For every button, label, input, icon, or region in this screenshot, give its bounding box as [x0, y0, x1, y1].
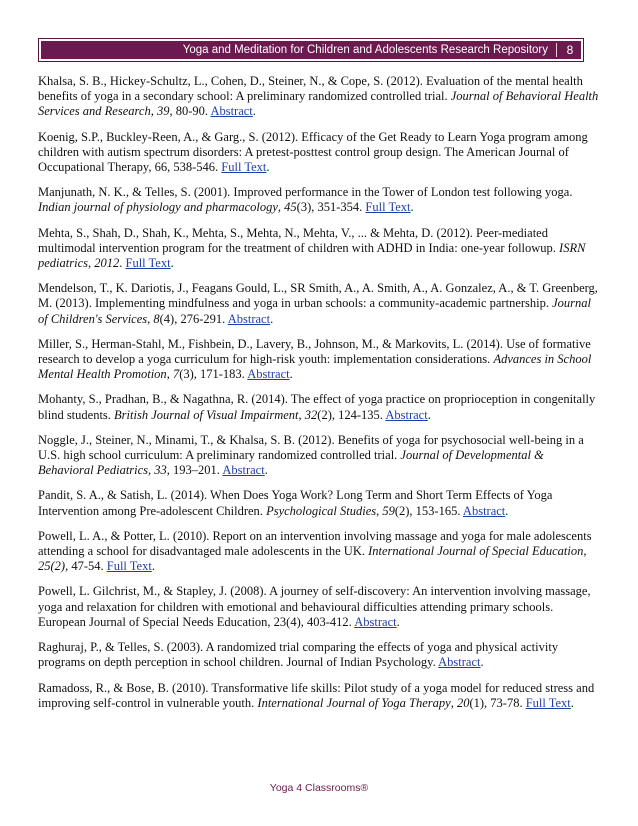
reference-italic-text: Indian journal of physiology and pharmacology	[38, 200, 278, 215]
reference-italic-text: Journal of Children's Services	[38, 296, 592, 326]
abstract-link[interactable]: Abstract	[247, 367, 290, 382]
reference-text: Koenig, S.P., Buckley-Reen, A., & Garg., S. (2012). Efficacy of the Get Ready to Learn Yoga program among children with autism spectrum disorders: A pretest-posttest control group design. The American Journal of Occupational Therapy, 66, 538-546.	[38, 129, 588, 175]
reference-text: (3), 171-183.	[179, 367, 248, 382]
reference-text: .	[151, 559, 155, 574]
full-text-link[interactable]: Full Text	[365, 200, 411, 215]
reference-entry	[38, 392, 600, 422]
reference-text: ,	[147, 311, 154, 326]
reference-text: Manjunath, N. K., & Telles, S. (2001). Improved performance in the Tower of London test following yoga.	[38, 185, 573, 200]
reference-entry	[38, 640, 600, 670]
page-number: 8	[566, 43, 574, 57]
abstract-link[interactable]: Abstract	[210, 104, 253, 119]
reference-italic-text: 32	[304, 407, 318, 422]
header-bar	[38, 38, 584, 62]
reference-text: Mohanty, S., Pradhan, B., & Nagathna, R. (2014). The effect of yoga practice on proprioception in congenitally blind students.	[38, 392, 596, 422]
reference-text: (1), 73-78.	[469, 695, 526, 710]
reference-entry	[38, 488, 600, 518]
reference-text: ,	[166, 367, 173, 382]
reference-text: 47-54.	[68, 559, 107, 574]
reference-entry	[38, 337, 600, 383]
reference-italic-text: British Journal of Visual Impairment	[114, 407, 299, 422]
reference-text: Noggle, J., Steiner, N., Minami, T., & Khalsa, S. B. (2012). Benefits of yoga for psychosocial well-being in a U.S. high school curriculum: A preliminary randomized controlled trial.	[38, 432, 584, 463]
reference-entry	[38, 130, 600, 176]
reference-text: ,	[88, 256, 95, 271]
reference-italic-text: 45	[284, 200, 297, 215]
reference-entry	[38, 681, 600, 711]
reference-list	[38, 74, 600, 721]
reference-italic-text: Journal of Developmental & Behavioral Pediatrics, 33,	[38, 448, 544, 478]
reference-text: Powell, L. A., & Potter, L. (2010). Report on an intervention involving massage and yoga for male adolescents attending a school for disadvantaged male adolescents in the UK.	[38, 528, 592, 559]
reference-text: .	[289, 367, 293, 382]
reference-text: Miller, S., Herman-Stahl, M., Fishbein, D., Lavery, B., Johnson, M., & Markovits, L. (2014). Use of formative research to develop a yoga curriculum for high-risk youth: implementation considerations.	[38, 336, 591, 367]
reference-italic-text: International Journal of Special Education, 25(2),	[38, 544, 587, 574]
reference-italic-text: 59	[382, 503, 395, 518]
reference-entry	[38, 226, 600, 272]
reference-text: .	[170, 256, 174, 271]
reference-text: 193–201.	[169, 463, 223, 478]
reference-text: .	[266, 160, 270, 175]
reference-text: .	[396, 614, 400, 629]
reference-text: 80-90.	[172, 104, 211, 119]
abstract-link[interactable]: Abstract	[462, 503, 506, 518]
abstract-link[interactable]: Abstract	[438, 655, 481, 670]
reference-text: Pandit, S. A., & Satish, L. (2014). When Does Yoga Work? Long Term and Short Term Effects of Yoga Intervention among Pre-adolescent Children.	[38, 488, 553, 518]
full-text-link[interactable]: Full Text	[106, 559, 152, 574]
reference-italic-text: 8	[153, 311, 160, 326]
reference-entry	[38, 74, 600, 120]
reference-italic-text: ISRN pediatrics	[38, 240, 586, 271]
reference-text: ,	[298, 407, 305, 422]
reference-text: .	[480, 655, 484, 670]
reference-text: Khalsa, S. B., Hickey-Schultz, L., Cohen, D., Steiner, N., & Cope, S. (2012). Evaluation of the mental health benefits of yoga in a secondary school: A preliminary randomized controlled trial.	[38, 74, 583, 104]
reference-italic-text: 7	[172, 367, 180, 382]
reference-text: (2), 124-135.	[317, 407, 386, 422]
reference-text: .	[410, 200, 414, 215]
footer: Yoga 4 Classrooms®	[269, 782, 369, 794]
reference-text: (2), 153-165.	[394, 503, 463, 518]
reference-text: .	[264, 463, 268, 478]
reference-text: Powell, L. Gilchrist, M., & Stapley, J. (2008). A journey of self-discovery: An intervention involving massage, yoga and relaxation for children with emotional and behavioural difficulties attending primary schools. European Journal of Special Needs Education, 23(4), 403-412.	[38, 584, 591, 629]
abstract-link[interactable]: Abstract	[354, 614, 397, 629]
reference-text: Mehta, S., Shah, D., Shah, K., Mehta, S., Mehta, N., Mehta, V., ... & Mehta, D. (2012). Peer-mediated multimodal intervention program for the treatment of children with ADHD in India: one-year followup.	[38, 225, 560, 255]
reference-text: .	[270, 311, 274, 326]
reference-italic-text: Psychological Studies	[266, 503, 377, 518]
reference-italic-text: 20	[456, 695, 470, 710]
reference-text: .	[427, 407, 431, 422]
reference-italic-text: Journal of Behavioral Health Services and Research, 39,	[38, 89, 599, 119]
reference-italic-text: International Journal of Yoga Therapy	[257, 695, 451, 710]
reference-text: Ramadoss, R., & Bose, B. (2010). Transformative life skills: Pilot study of a yoga model for reduced stress and improving self-control in vulnerable youth.	[38, 680, 595, 710]
reference-text: ,	[450, 695, 457, 710]
reference-entry	[38, 433, 600, 479]
reference-text: (4), 276-291.	[159, 311, 228, 326]
header-title: Yoga and Meditation for Children and Adolescents Research Repository	[182, 44, 548, 56]
header-band	[41, 41, 581, 59]
reference-text: .	[119, 256, 126, 271]
reference-entry	[38, 584, 600, 630]
abstract-link[interactable]: Abstract	[222, 463, 265, 478]
reference-text: ,	[277, 200, 285, 215]
reference-text: .	[570, 695, 574, 710]
abstract-link[interactable]: Abstract	[227, 311, 271, 326]
reference-entry	[38, 185, 600, 215]
reference-italic-text: 2012	[94, 256, 120, 271]
reference-entry	[38, 281, 600, 327]
full-text-link[interactable]: Full Text	[525, 695, 571, 710]
reference-text: ,	[376, 503, 383, 518]
reference-text: Mendelson, T., K. Dariotis, J., Feagans Gould, L., SR Smith, A., A. Smith, A., A. Gonzalez, A., & T. Greenberg, M. (2013). Implementing mindfulness and yoga in urban schools: a community-academic partnership.	[38, 281, 598, 311]
abstract-link[interactable]: Abstract	[385, 407, 428, 422]
full-text-link[interactable]: Full Text	[125, 256, 171, 271]
reference-text: Raghuraj, P., & Telles, S. (2003). A randomized trial comparing the effects of yoga and physical activity programs on depth perception in school children. Journal of Indian Psychology.	[38, 640, 559, 670]
header-divider	[556, 43, 557, 57]
full-text-link[interactable]: Full Text	[221, 160, 267, 175]
reference-text: .	[252, 104, 256, 119]
reference-text: (3), 351-354.	[296, 200, 366, 215]
reference-italic-text: Advances in School Mental Health Promotion	[38, 352, 592, 382]
reference-text: .	[505, 503, 509, 518]
reference-entry	[38, 529, 600, 575]
